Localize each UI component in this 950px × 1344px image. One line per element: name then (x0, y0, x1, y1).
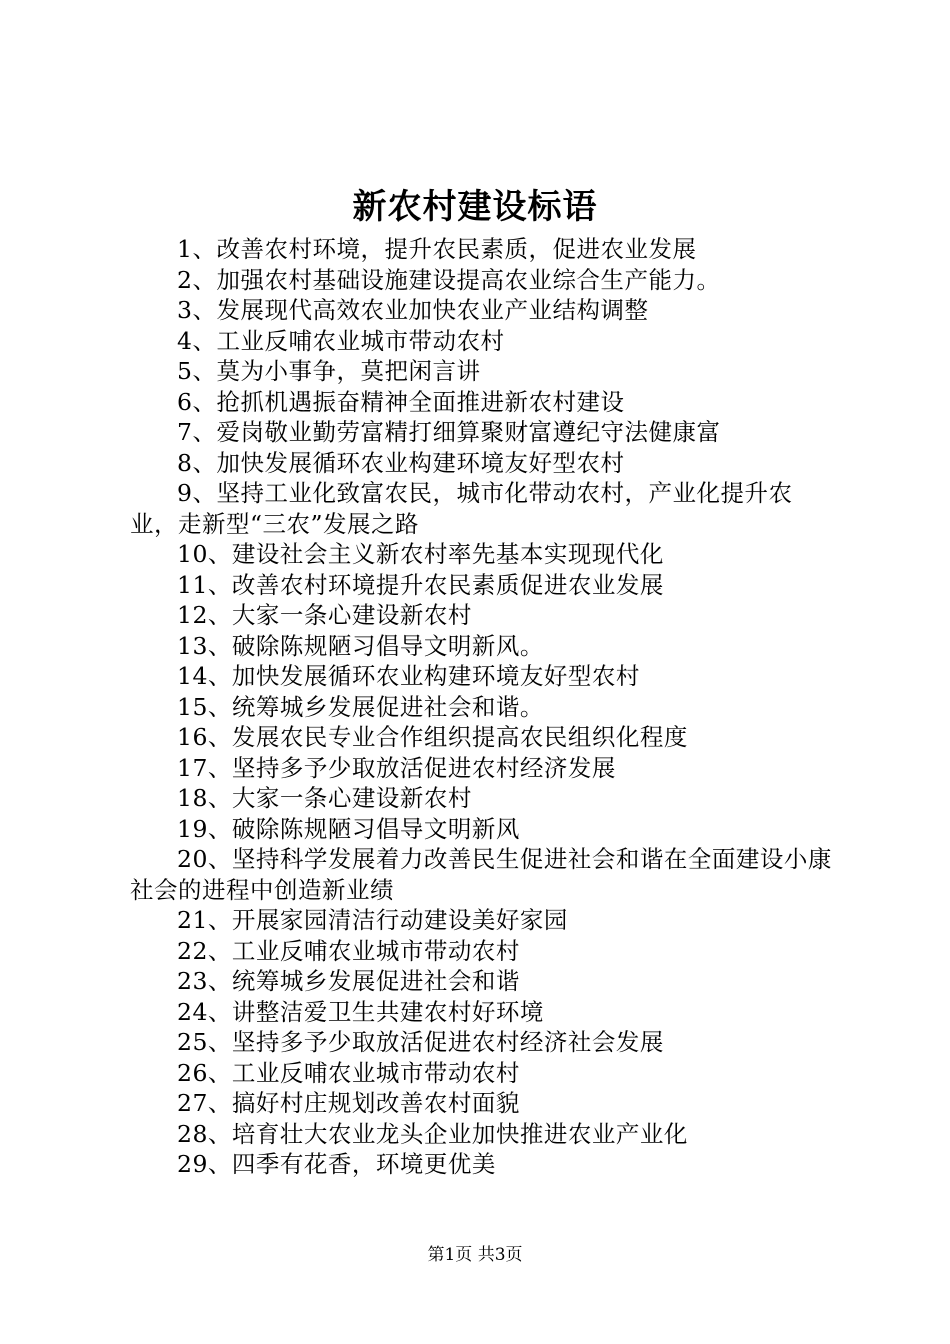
list-item: 7、爱岗敬业勤劳富精打细算聚财富遵纪守法健康富 (177, 418, 721, 446)
page-footer: 第1页 共3页 (427, 1245, 523, 1265)
list-item: 12、大家一条心建设新农村 (177, 601, 472, 629)
list-item: 20、坚持科学发展着力改善民生促进社会和谐在全面建设小康社会的进程中创造新业绩 (130, 845, 832, 904)
list-item: 19、破除陈规陋习倡导文明新风 (177, 814, 520, 843)
list-item: 10、建设社会主义新农村率先基本实现现代化 (177, 540, 664, 568)
list-item: 29、四季有花香，环境更优美 (177, 1150, 496, 1178)
list-item: 16、发展农民专业合作组织提高农民组织化程度 (177, 723, 688, 751)
list-item: 6、抢抓机遇振奋精神全面推进新农村建设 (177, 387, 625, 416)
list-item: 9、坚持工业化致富农民，城市化带动农村，产业化提升农业，走新型“三农”发展之路 (130, 479, 793, 538)
list-item: 1、改善农村环境，提升农民素质，促进农业发展 (177, 235, 697, 263)
list-item: 8、加快发展循环农业构建环境友好型农村 (177, 448, 625, 477)
list-item: 28、培育壮大农业龙头企业加快推进农业产业化 (177, 1119, 688, 1148)
list-item: 3、发展现代高效农业加快农业产业结构调整 (177, 296, 649, 324)
list-item: 22、工业反哺农业城市带动农村 (177, 936, 520, 965)
list-item: 18、大家一条心建设新农村 (177, 784, 472, 812)
list-item: 11、改善农村环境提升农民素质促进农业发展 (177, 570, 664, 599)
list-item: 25、坚持多予少取放活促进农村经济社会发展 (177, 1028, 664, 1056)
list-item: 24、讲整洁爱卫生共建农村好环境 (177, 997, 544, 1026)
list-item: 5、莫为小事争，莫把闲言讲 (177, 357, 481, 385)
list-item: 21、开展家园清洁行动建设美好家园 (177, 906, 568, 934)
document-title: 新农村建设标语 (352, 187, 598, 227)
list-item: 13、破除陈规陋习倡导文明新风。 (177, 631, 544, 660)
list-item: 14、加快发展循环农业构建环境友好型农村 (177, 662, 640, 690)
list-item: 17、坚持多予少取放活促进农村经济发展 (177, 753, 616, 782)
list-item: 26、工业反哺农业城市带动农村 (177, 1058, 520, 1087)
list-item: 2、加强农村基础设施建设提高农业综合生产能力。 (177, 265, 721, 294)
list-item: 23、统筹城乡发展促进社会和谐 (177, 967, 520, 995)
slogan-list (130, 234, 835, 1180)
list-item: 27、搞好村庄规划改善农村面貌 (177, 1089, 520, 1117)
list-item: 4、工业反哺农业城市带动农村 (177, 326, 505, 355)
list-item: 15、统筹城乡发展促进社会和谐。 (177, 692, 544, 721)
